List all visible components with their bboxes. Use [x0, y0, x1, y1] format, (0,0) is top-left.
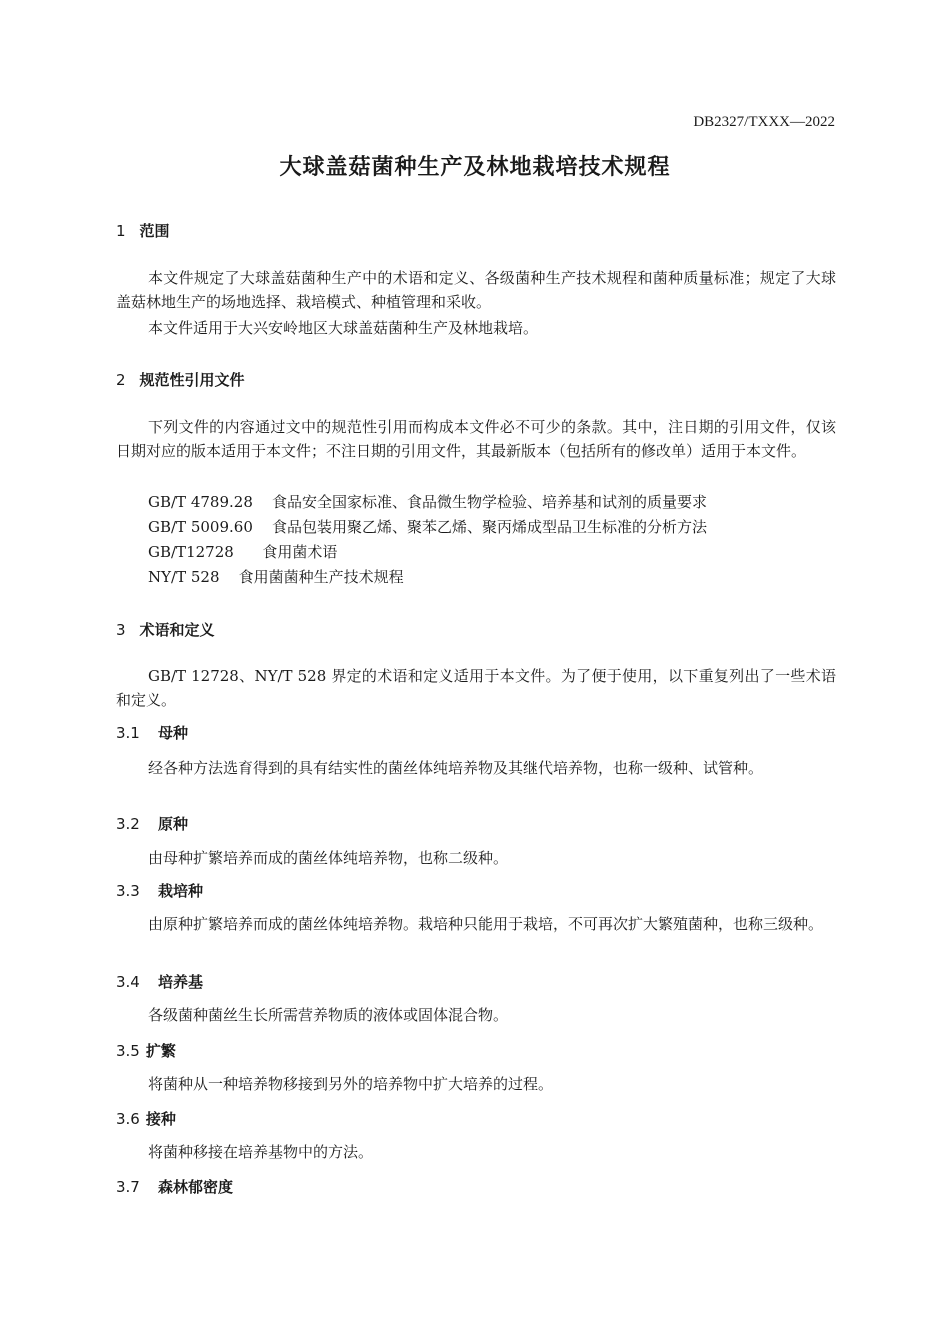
reference-title: 食用菌术语: [262, 543, 338, 561]
paragraph-references-intro: 下列文件的内容通过文中的规范性引用而构成本文件必不可少的条款。其中，注日期的引用文件，仅该日期对应的版本适用于本文件；不注日期的引用文件，其最新版本（包括所有的修改单）适用于本文件。: [116, 418, 836, 460]
reference-code: GB/T 4789.28: [148, 493, 253, 511]
paragraph-scope-1: 本文件规定了大球盖菇菌种生产中的术语和定义、各级菌种生产技术规程和菌种质量标准；规定了大球盖菇林地生产的场地选择、栽培模式、种植管理和采收。: [116, 269, 836, 311]
term-heading: 3.6 接种: [116, 1110, 176, 1128]
reference-title: 食用菌菌种生产技术规程: [238, 568, 404, 586]
term-heading: 3.7 森林郁密度: [116, 1178, 234, 1196]
section-number: 2: [116, 371, 126, 389]
section-number: 3: [116, 621, 126, 639]
section-number: 1: [116, 222, 126, 240]
reference-code: NY/T 528: [148, 568, 220, 586]
reference-code: GB/T 5009.60: [148, 518, 253, 536]
term-heading: 3.1 母种: [116, 724, 189, 742]
term-heading: 3.2 原种: [116, 815, 189, 833]
section-title: 术语和定义: [139, 621, 215, 639]
reference-title: 食品安全国家标准、食品微生物学检验、培养基和试剂的质量要求: [271, 493, 707, 511]
term-heading: 3.3 栽培种: [116, 882, 204, 900]
reference-item: [148, 540, 337, 564]
term-definition: 将菌种从一种培养物移接到另外的培养物中扩大培养的过程。: [148, 1075, 554, 1093]
section-title: 范围: [139, 222, 170, 240]
paragraph-scope-2: 本文件适用于大兴安岭地区大球盖菇菌种生产及林地栽培。: [148, 319, 539, 337]
document-number: DB2327/TXXX—2022: [693, 114, 835, 130]
reference-item: [148, 515, 707, 539]
term-definition: 由原种扩繁培养而成的菌丝体纯培养物。栽培种只能用于栽培，不可再次扩大繁殖菌种，也称三级种。: [148, 915, 824, 933]
reference-item: [148, 490, 707, 514]
term-heading: 3.5 扩繁: [116, 1042, 176, 1060]
document-title: 大球盖菇菌种生产及林地栽培技术规程: [279, 155, 671, 180]
term-heading: 3.4 培养基: [116, 973, 204, 991]
section-title: 规范性引用文件: [139, 371, 245, 389]
reference-code: GB/T12728: [148, 543, 234, 561]
reference-title: 食品包装用聚乙烯、聚苯乙烯、聚丙烯成型品卫生标准的分析方法: [271, 518, 707, 536]
term-definition: 将菌种移接在培养基物中的方法。: [148, 1143, 374, 1161]
term-definition: 各级菌种菌丝生长所需营养物质的液体或固体混合物。: [148, 1006, 509, 1024]
section-heading-references: [116, 369, 245, 390]
reference-item: [148, 565, 404, 589]
term-definition: 经各种方法选育得到的具有结实性的菌丝体纯培养物及其继代培养物，也称一级种、试管种。: [148, 759, 764, 777]
section-heading-terms: [116, 619, 215, 640]
section-heading-scope: [116, 220, 170, 241]
paragraph-terms-intro: GB/T 12728、NY/T 528 界定的术语和定义适用于本文件。为了便于使用，以下重复列出了一些术语和定义。: [116, 667, 836, 709]
term-definition: 由母种扩繁培养而成的菌丝体纯培养物，也称二级种。: [148, 849, 509, 867]
